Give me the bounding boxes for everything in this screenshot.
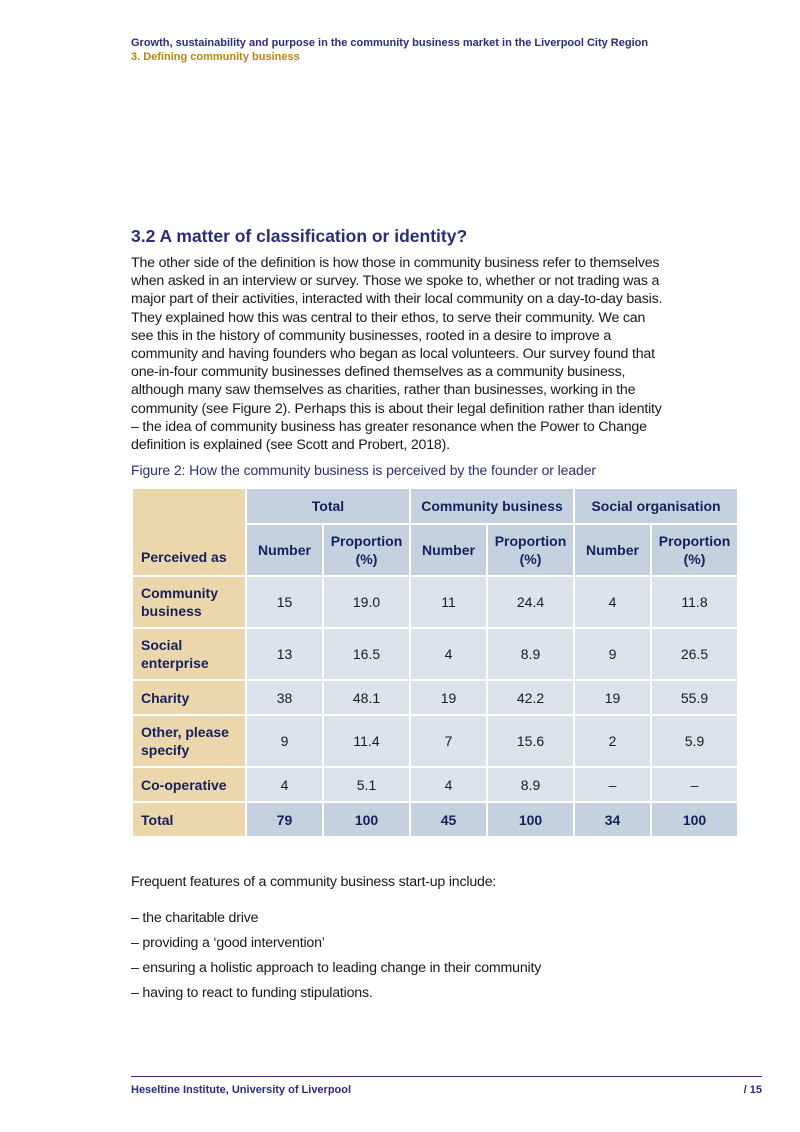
table-cell: 19 [410, 680, 487, 715]
row-label: Other, please specify [132, 715, 246, 767]
table-row [132, 715, 738, 767]
table-cell: 11.4 [323, 715, 410, 767]
table-cell: 11.8 [651, 576, 738, 628]
table-cell: 15 [246, 576, 323, 628]
table-cell: 15.6 [487, 715, 574, 767]
sub-header-proportion: Proportion (%) [651, 524, 738, 576]
row-label: Community business [132, 576, 246, 628]
sub-header-number: Number [246, 524, 323, 576]
chapter-title: 3. Defining community business [131, 51, 300, 63]
table-cell: 16.5 [323, 628, 410, 680]
features-intro: Frequent features of a community business start-up include: [131, 874, 497, 890]
perception-table [131, 487, 739, 838]
group-header-total: Total [246, 488, 410, 524]
table-cell: – [651, 767, 738, 802]
table-cell: 9 [574, 628, 651, 680]
table-cell: 4 [574, 576, 651, 628]
table-cell: 4 [410, 767, 487, 802]
table-cell: 19.0 [323, 576, 410, 628]
table-row [132, 576, 738, 628]
footer-institution: Heseltine Institute, University of Liverpool [131, 1084, 352, 1096]
total-cell: 100 [651, 802, 738, 837]
table-cell: 26.5 [651, 628, 738, 680]
total-cell: 45 [410, 802, 487, 837]
row-label: Social enterprise [132, 628, 246, 680]
running-head [131, 36, 648, 64]
table-cell: 4 [246, 767, 323, 802]
table-cell: 55.9 [651, 680, 738, 715]
group-header-social-organisation: Social organisation [574, 488, 738, 524]
row-label-total: Total [132, 802, 246, 837]
table-row [132, 628, 738, 680]
table-cell: 11 [410, 576, 487, 628]
perceived-as-header: Perceived as [132, 488, 246, 576]
list-item: – having to react to funding stipulations. [131, 985, 373, 1001]
table-row [132, 680, 738, 715]
total-row [132, 802, 738, 837]
table-cell: 4 [410, 628, 487, 680]
list-item: – ensuring a holistic approach to leading change in their community [131, 960, 542, 976]
sub-header-number: Number [574, 524, 651, 576]
section-heading: 3.2 A matter of classification or identity? [131, 226, 468, 246]
table-cell: 13 [246, 628, 323, 680]
table-cell: 38 [246, 680, 323, 715]
total-cell: 79 [246, 802, 323, 837]
table-cell: 5.9 [651, 715, 738, 767]
table-cell: 24.4 [487, 576, 574, 628]
total-cell: 34 [574, 802, 651, 837]
table-cell: 7 [410, 715, 487, 767]
row-label: Co-operative [132, 767, 246, 802]
footer-divider [131, 1076, 762, 1077]
sub-header-number: Number [410, 524, 487, 576]
table-cell: 5.1 [323, 767, 410, 802]
sub-header-proportion: Proportion (%) [487, 524, 574, 576]
table-cell: 9 [246, 715, 323, 767]
table-cell: 48.1 [323, 680, 410, 715]
list-item: – providing a ‘good intervention’ [131, 935, 325, 951]
sub-header-proportion: Proportion (%) [323, 524, 410, 576]
table-row [132, 767, 738, 802]
total-cell: 100 [487, 802, 574, 837]
table-cell: 19 [574, 680, 651, 715]
report-title: Growth, sustainability and purpose in the community business market in the Liverpool City Region [131, 37, 649, 49]
figure-caption: Figure 2: How the community business is perceived by the founder or leader [131, 462, 596, 478]
group-header-row [132, 488, 738, 524]
feature-list [131, 906, 541, 1006]
group-header-community-business: Community business [410, 488, 574, 524]
table-cell: 42.2 [487, 680, 574, 715]
list-item: – the charitable drive [131, 910, 259, 926]
table-cell: 8.9 [487, 767, 574, 802]
table-cell: 8.9 [487, 628, 574, 680]
table-cell: 2 [574, 715, 651, 767]
table-cell: – [574, 767, 651, 802]
page-number: / 15 [743, 1084, 762, 1096]
row-label: Charity [132, 680, 246, 715]
total-cell: 100 [323, 802, 410, 837]
body-paragraph: The other side of the definition is how those in community business refer to themselves when asked in an interview or survey. Those we spoke to, whether or not trading was a major part of their activities, interacted with their local community on a day-to-day basis. They explained how this was central to their ethos, to serve their community. We can see this in the history of community businesses, rooted in a desire to improve a community and having founders who began as local volunteers. Our survey found that one-in-four community businesses defined themselves as a community business, although many saw themselves as charities, rather than businesses, working in the community (see Figure 2). Perhaps this is about their legal definition rather than identity – the idea of community business has greater resonance when the Power to Change definition is explained (see Scott and Probert, 2018). [131, 255, 663, 454]
